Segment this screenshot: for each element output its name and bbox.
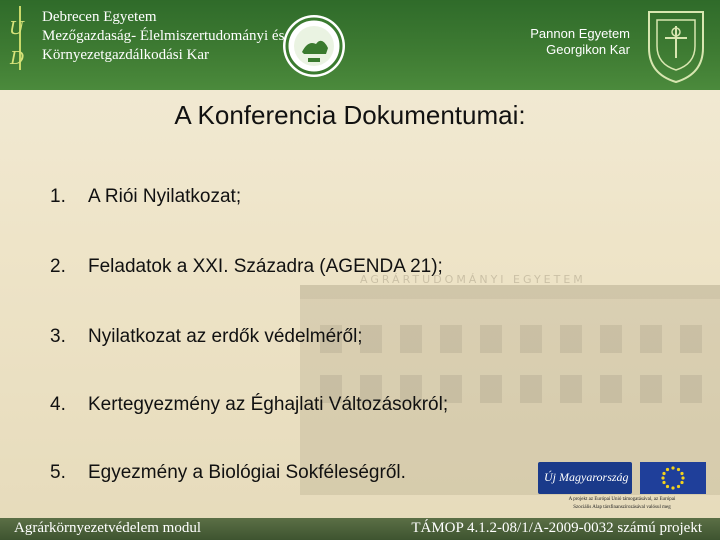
list-item-text: Nyilatkozat az erdők védelméről; (88, 326, 363, 347)
institution-left-line-2: Mezőgazdaság- Élelmiszertudományi és (42, 28, 285, 44)
header-banner (0, 0, 720, 90)
list-item (50, 394, 448, 416)
footer-banner (0, 518, 720, 540)
list-item-number: 1. (50, 186, 66, 207)
list-item (50, 186, 241, 208)
eu-funding-badge (532, 460, 712, 516)
institution-right-line-2: Georgikon Kar (546, 42, 630, 57)
list-item-number: 4. (50, 394, 66, 415)
list-item-text: Feladatok a XXI. Századra (AGENDA 21); (88, 256, 443, 277)
ud-logo-icon (6, 6, 34, 70)
footer-project-id: TÁMOP 4.1.2-08/1/A-2009-0032 számú projekt (411, 520, 702, 536)
list-item (50, 462, 406, 484)
eu-flag-icon (640, 462, 706, 494)
list-item-text: Egyezmény a Biológiai Sokféleségről. (88, 462, 406, 483)
list-item-number: 5. (50, 462, 66, 483)
institution-left-line-3: Környezetgazdálkodási Kar (42, 47, 210, 63)
faculty-seal-icon (282, 14, 346, 78)
institution-right-line-1: Pannon Egyetem (530, 26, 630, 41)
eu-funding-note (534, 496, 710, 512)
uj-magyarorszag-logo (538, 462, 632, 494)
eu-funding-note-line-2: Szociális Alap társfinanszírozásával valósul meg (573, 505, 671, 510)
georgikon-crest-icon (643, 8, 709, 84)
svg-text:U: U (9, 18, 25, 39)
svg-text:D: D (10, 48, 25, 69)
footer-module-title: Agrárkörnyezetvédelem modul (14, 520, 202, 536)
slide-title: A Konferencia Dokumentumai: (174, 100, 526, 130)
list-item-text: Kertegyezmény az Éghajlati Változásokról; (88, 394, 449, 415)
list-item-number: 2. (50, 256, 66, 277)
list-item-text: A Riói Nyilatkozat; (88, 186, 242, 207)
institution-left-line-1: Debrecen Egyetem (42, 9, 157, 25)
list-item (50, 256, 443, 278)
building-sign-text: AGRÁRTUDOMÁNYI EGYETEM (360, 273, 586, 286)
uj-magyarorszag-logo-text: Új Magyarország (544, 470, 629, 484)
list-item-number: 3. (50, 326, 66, 347)
institution-left (42, 8, 284, 65)
eu-funding-note-line-1: A projekt az Európai Unió támogatásával, az Európai (568, 497, 676, 502)
list-item (50, 326, 363, 348)
institution-right (480, 26, 630, 58)
